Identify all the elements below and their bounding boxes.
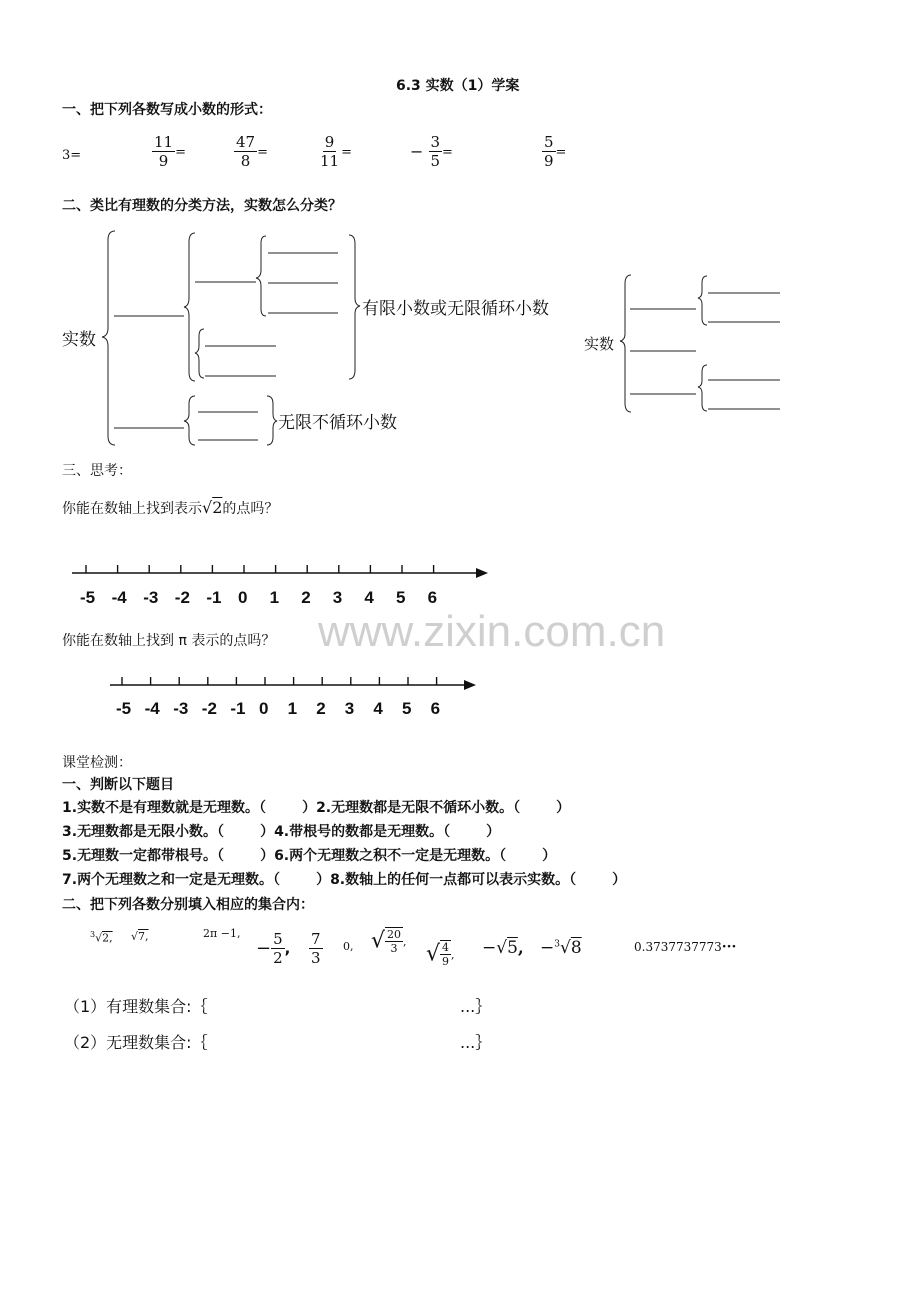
num-sqrt-4-9: √ $\frac{4}{9}$ ,: [426, 941, 455, 968]
axis2-label: 6: [430, 699, 441, 718]
axis1-label: -2: [174, 588, 190, 607]
axis2-label: -2: [201, 699, 217, 718]
judge-line-3: 5.无理数一定都带根号。（ ）6.两个无理数之积不一定是无理数。（ ）: [62, 848, 557, 864]
axis1-label: -4: [111, 588, 127, 607]
num-zero: 0,: [343, 940, 354, 953]
irrational-set-end: ...｝: [460, 1033, 492, 1052]
axis2-label: -1: [230, 699, 246, 718]
num-sqrt7: √7,: [131, 930, 149, 943]
num-sqrt-20-3: √ $\frac{20}{3}$ ,: [371, 928, 407, 955]
number-line-2-labels: [110, 699, 450, 721]
real-number-label-right: 实数: [584, 335, 615, 353]
axis2-label: 1: [287, 699, 298, 718]
axis1-label: 2: [301, 588, 311, 607]
fraction-9-11: $\frac{9}{11}$ =: [320, 133, 352, 170]
finite-repeating-label: 有限小数或无限循环小数: [362, 299, 549, 319]
num-decimal: 0.3737737773···: [634, 939, 737, 955]
num-7-3: $\frac{7}{3}$: [311, 930, 321, 967]
rational-set: （1）有理数集合:｛: [64, 997, 208, 1016]
judge-line-2: 3.无理数都是无限小数。（ ）4.带根号的数都是无理数。（ ）: [62, 824, 501, 840]
num-cbrt2: $^3$√2,: [90, 930, 113, 945]
axis1-label: -5: [80, 588, 96, 607]
quiz-heading: 课堂检测：: [62, 755, 132, 771]
num-neg-5-2: − $\frac{5}{2}$ ,: [256, 930, 291, 967]
axis1-label: 1: [269, 588, 280, 607]
axis1-label: 5: [396, 588, 406, 607]
real-number-label: 实数: [62, 330, 96, 350]
axis2-label: 5: [402, 699, 412, 718]
watermark: www.zixin.com.cn: [318, 607, 666, 656]
item-3: 3=: [62, 148, 82, 163]
question-sqrt2: 你能在数轴上找到表示√2的点吗？: [62, 498, 279, 517]
classification-diagram: [0, 0, 920, 460]
axis2-label: 3: [344, 699, 355, 718]
irrational-set: （2）无理数集合:｛: [64, 1033, 208, 1052]
fraction-neg-3-5: − $\frac{3}{5}$ =: [410, 133, 453, 170]
rational-set-end: ...｝: [460, 997, 492, 1016]
axis1-label: 3: [332, 588, 343, 607]
num-neg-sqrt5: −√5,: [482, 938, 524, 958]
fraction-11-9: $\frac{11}{9}$ =: [154, 133, 186, 170]
section1-heading: 一、把下列各数写成小数的形式：: [62, 102, 272, 118]
axis1-label: -3: [143, 588, 159, 607]
judge-line-1: 1.实数不是有理数就是无理数。（ ）2.无理数都是无限不循环小数。（ ）: [62, 800, 571, 816]
axis1-label: -1: [206, 588, 222, 607]
judge-line-4: 7.两个无理数之和一定是无理数。（ ）8.数轴上的任何一点都可以表示实数。（ ）: [62, 872, 627, 888]
num-neg-cbrt8: −$^3$√8: [540, 938, 582, 958]
axis2-label: -5: [116, 699, 132, 718]
axis2-label: 0: [259, 699, 269, 718]
num-2pi-minus-1: 2π −1,: [203, 927, 241, 940]
fraction-5-9: $\frac{5}{9}$ =: [544, 133, 567, 170]
section3-heading: 三、思考：: [62, 463, 132, 479]
page-title: 6.3 实数（1）学案: [396, 78, 520, 94]
axis2-label: 4: [373, 699, 383, 718]
axis1-label: 6: [427, 588, 438, 607]
axis2-label: 2: [316, 699, 326, 718]
axis1-label: 4: [364, 588, 374, 607]
axis2-label: -4: [144, 699, 160, 718]
axis2-label: -3: [173, 699, 189, 718]
section2-heading: 二、类比有理数的分类方法，实数怎么分类？: [62, 198, 342, 214]
fraction-47-8: $\frac{47}{8}$ =: [236, 133, 268, 170]
infinite-nonrepeating-label: 无限不循环小数: [278, 413, 397, 433]
axis1-label: 0: [238, 588, 248, 607]
quiz-part2-heading: 二、把下列各数分别填入相应的集合内：: [62, 897, 314, 913]
quiz-part1-heading: 一、判断以下题目: [62, 777, 174, 793]
question-pi: 你能在数轴上找到 π 表示的点吗？: [62, 633, 276, 649]
